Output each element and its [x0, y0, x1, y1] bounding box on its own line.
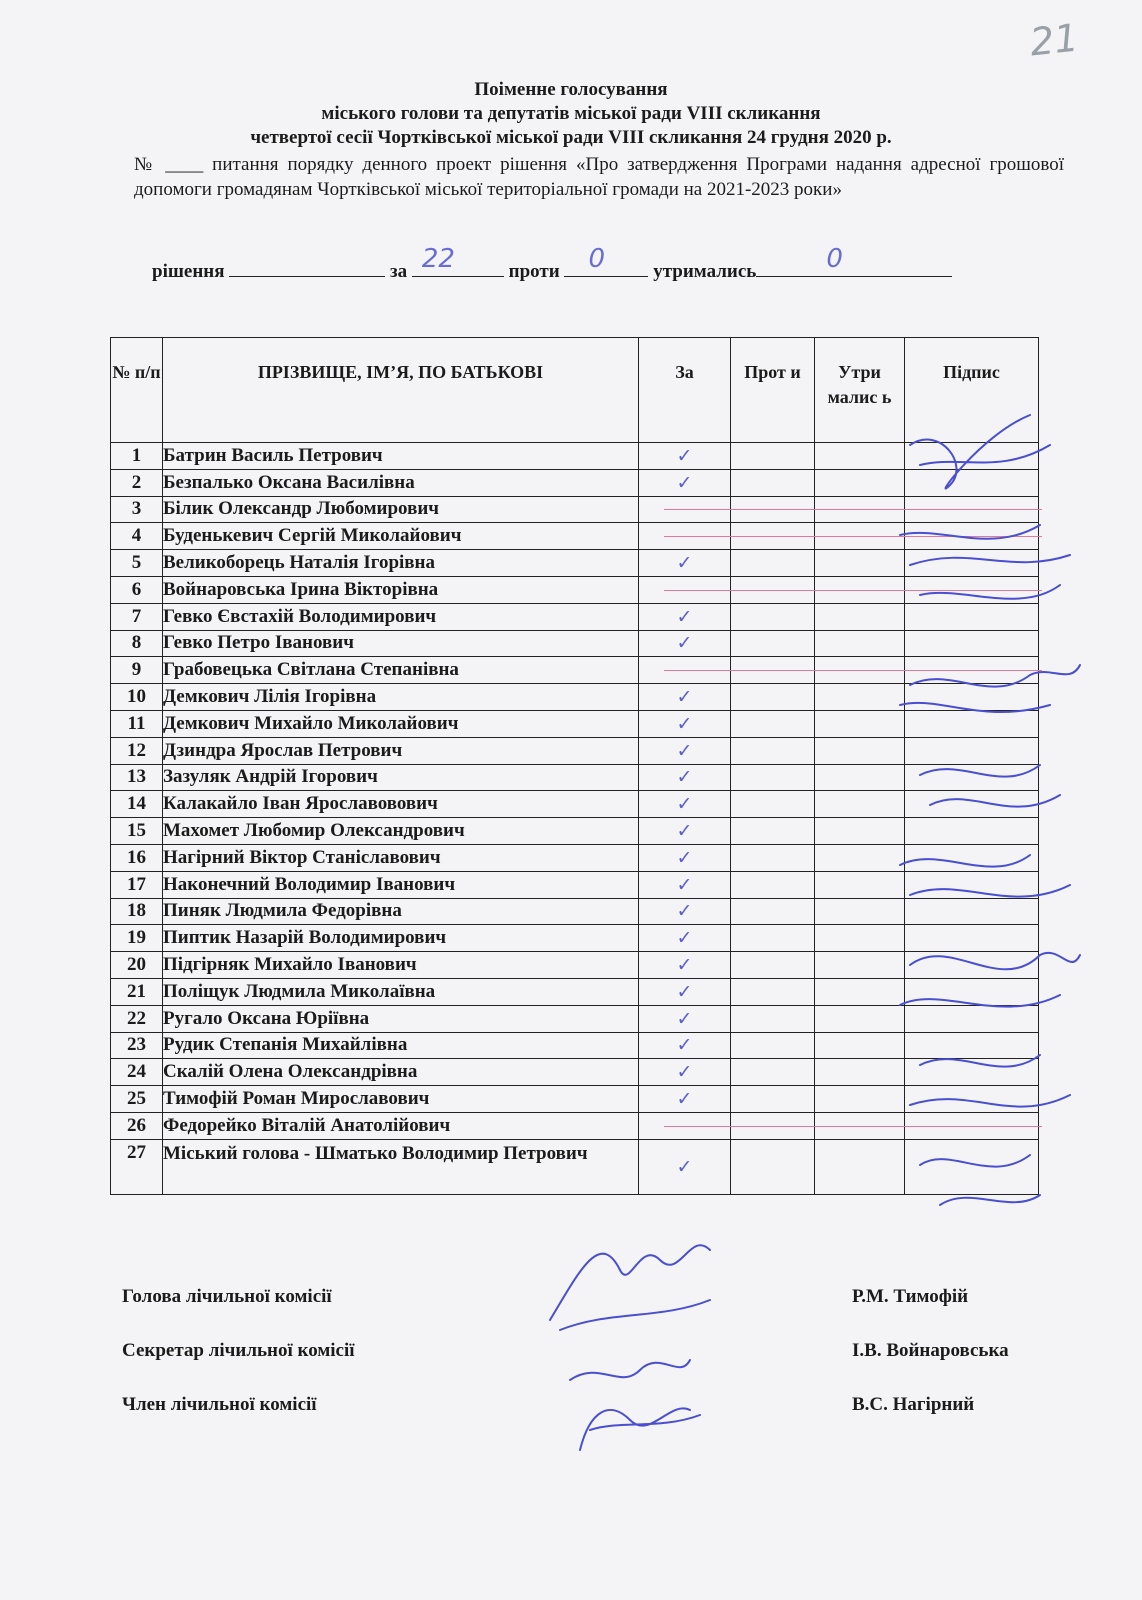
header-subtitle: міського голови та депутатів міської ради VIII скликання — [321, 103, 821, 124]
row-name: Рудик Степанія Михайлівна — [163, 1032, 639, 1059]
row-vote-against — [731, 925, 815, 952]
row-vote-against — [731, 684, 815, 711]
row-name: Безпалько Оксана Василівна — [163, 469, 639, 496]
row-number: 15 — [111, 818, 163, 845]
row-vote-for: ✓ — [639, 791, 731, 818]
row-number: 14 — [111, 791, 163, 818]
row-vote-for: ✓ — [639, 1139, 731, 1194]
row-vote-against — [731, 737, 815, 764]
row-vote-for: ✓ — [639, 871, 731, 898]
for-count: 22 — [412, 258, 504, 277]
row-name: Міський голова - Шматько Володимир Петрович — [163, 1139, 639, 1194]
row-vote-for: ✓ — [639, 1005, 731, 1032]
row-number: 12 — [111, 737, 163, 764]
document-header — [0, 78, 1142, 150]
for-label: за — [390, 261, 408, 282]
row-vote-for: ✓ — [639, 603, 731, 630]
row-name: Білик Олександр Любомирович — [163, 496, 639, 523]
row-vote-for: ✓ — [639, 1059, 731, 1086]
row-number: 17 — [111, 871, 163, 898]
row-name: Ругало Оксана Юріївна — [163, 1005, 639, 1032]
header-abstain: Утри малис ь — [815, 338, 905, 443]
row-name: Нагірний Віктор Станіславович — [163, 844, 639, 871]
row-vote-against — [731, 978, 815, 1005]
row-name: Скалій Олена Олександрівна — [163, 1059, 639, 1086]
row-name: Пиняк Людмила Федорівна — [163, 898, 639, 925]
row-vote-for: ✓ — [639, 764, 731, 791]
row-number: 6 — [111, 576, 163, 603]
row-vote-for: ✓ — [639, 844, 731, 871]
row-number: 4 — [111, 523, 163, 550]
row-number: 27 — [111, 1139, 163, 1194]
row-vote-against — [731, 710, 815, 737]
row-name: Батрин Василь Петрович — [163, 443, 639, 470]
header-title: Поіменне голосування — [474, 79, 668, 100]
header-name: ПРІЗВИЩЕ, ІМ’Я, ПО БАТЬКОВІ — [163, 338, 639, 443]
row-vote-against — [731, 844, 815, 871]
row-number: 23 — [111, 1032, 163, 1059]
row-vote-against — [731, 550, 815, 577]
row-vote-for: ✓ — [639, 1086, 731, 1113]
row-vote-for: ✓ — [639, 1032, 731, 1059]
row-vote-for: ✓ — [639, 898, 731, 925]
row-name: Федорейко Віталій Анатолійович — [163, 1112, 639, 1139]
commission-secretary-role: Секретар лічильної комісії — [122, 1340, 355, 1361]
against-label: проти — [508, 261, 560, 282]
row-vote-against — [731, 952, 815, 979]
row-vote-against — [731, 443, 815, 470]
commission-signatures — [530, 1210, 730, 1470]
row-vote-for: ✓ — [639, 684, 731, 711]
row-vote-for: ✓ — [639, 978, 731, 1005]
row-number: 5 — [111, 550, 163, 577]
row-number: 26 — [111, 1112, 163, 1139]
row-number: 10 — [111, 684, 163, 711]
row-name: Великоборець Наталія Ігорівна — [163, 550, 639, 577]
row-number: 20 — [111, 952, 163, 979]
row-number: 1 — [111, 443, 163, 470]
row-name: Тимофій Роман Мирославович — [163, 1086, 639, 1113]
row-number: 7 — [111, 603, 163, 630]
row-name: Дзиндра Ярослав Петрович — [163, 737, 639, 764]
row-name: Грабовецька Світлана Степанівна — [163, 657, 639, 684]
header-session: четвертої сесії Чортківської міської ради VIII скликання 24 грудня 2020 р. — [250, 127, 892, 148]
row-name: Підгірняк Михайло Іванович — [163, 952, 639, 979]
row-number: 25 — [111, 1086, 163, 1113]
against-count: 0 — [564, 258, 648, 277]
row-number: 13 — [111, 764, 163, 791]
row-number: 16 — [111, 844, 163, 871]
row-name: Поліщук Людмила Миколаївна — [163, 978, 639, 1005]
page-number: 21 — [1027, 15, 1081, 65]
row-name: Наконечний Володимир Іванович — [163, 871, 639, 898]
row-vote-for: ✓ — [639, 952, 731, 979]
row-vote-against — [731, 630, 815, 657]
row-vote-for: ✓ — [639, 550, 731, 577]
decision-blank — [229, 258, 385, 277]
row-vote-against — [731, 603, 815, 630]
row-vote-against — [731, 1032, 815, 1059]
header-signature: Підпис — [905, 338, 1039, 443]
commission-head-role: Голова лічильної комісії — [122, 1286, 332, 1307]
row-name: Демкович Михайло Миколайович — [163, 710, 639, 737]
decision-line — [152, 244, 1052, 285]
row-vote-against — [731, 1005, 815, 1032]
row-vote-against — [731, 469, 815, 496]
header-against: Прот и — [731, 338, 815, 443]
row-name: Зазуляк Андрій Ігорович — [163, 764, 639, 791]
row-vote-for: ✓ — [639, 710, 731, 737]
row-vote-against — [731, 1086, 815, 1113]
row-vote-against — [731, 791, 815, 818]
abstained-label: утримались — [653, 261, 757, 282]
row-number: 21 — [111, 978, 163, 1005]
row-name: Махомет Любомир Олександрович — [163, 818, 639, 845]
commission-secretary-name: І.В. Войнаровська — [852, 1340, 1009, 1361]
row-number: 3 — [111, 496, 163, 523]
row-name: Гевко Євстахій Володимирович — [163, 603, 639, 630]
row-vote-for: ✓ — [639, 443, 731, 470]
row-vote-against — [731, 1139, 815, 1194]
row-number: 2 — [111, 469, 163, 496]
commission-head-name: Р.М. Тимофій — [852, 1286, 969, 1307]
commission-member-name: В.С. Нагірний — [852, 1394, 975, 1415]
row-number: 22 — [111, 1005, 163, 1032]
row-number: 9 — [111, 657, 163, 684]
row-vote-for: ✓ — [639, 737, 731, 764]
row-vote-against — [731, 1059, 815, 1086]
row-number: 19 — [111, 925, 163, 952]
row-number: 11 — [111, 710, 163, 737]
header-num: № п/п — [111, 338, 163, 443]
row-vote-against — [731, 818, 815, 845]
signature-column-scribbles — [880, 405, 1090, 1225]
row-name: Пиптик Назарій Володимирович — [163, 925, 639, 952]
row-number: 8 — [111, 630, 163, 657]
header-for: За — [639, 338, 731, 443]
row-vote-for: ✓ — [639, 925, 731, 952]
row-number: 18 — [111, 898, 163, 925]
row-name: Калакайло Іван Ярославовович — [163, 791, 639, 818]
row-vote-for: ✓ — [639, 469, 731, 496]
row-vote-against — [731, 898, 815, 925]
row-name: Буденькевич Сергій Миколайович — [163, 523, 639, 550]
abstained-count: 0 — [756, 258, 952, 277]
row-vote-for: ✓ — [639, 630, 731, 657]
row-vote-for: ✓ — [639, 818, 731, 845]
row-name: Войнаровська Ірина Вікторівна — [163, 576, 639, 603]
agenda-item: № ____ питання порядку денного проект рішення «Про затвердження Програми надання адресної грошової допомоги громадянам Чортківської міської територіальної громади на 2021-2023 роки» — [134, 154, 1064, 200]
row-number: 24 — [111, 1059, 163, 1086]
row-name: Демкович Лілія Ігорівна — [163, 684, 639, 711]
row-name: Гевко Петро Іванович — [163, 630, 639, 657]
commission-member-role: Член лічильної комісії — [122, 1394, 317, 1415]
row-vote-against — [731, 871, 815, 898]
row-vote-against — [731, 764, 815, 791]
decision-label: рішення — [152, 261, 225, 282]
